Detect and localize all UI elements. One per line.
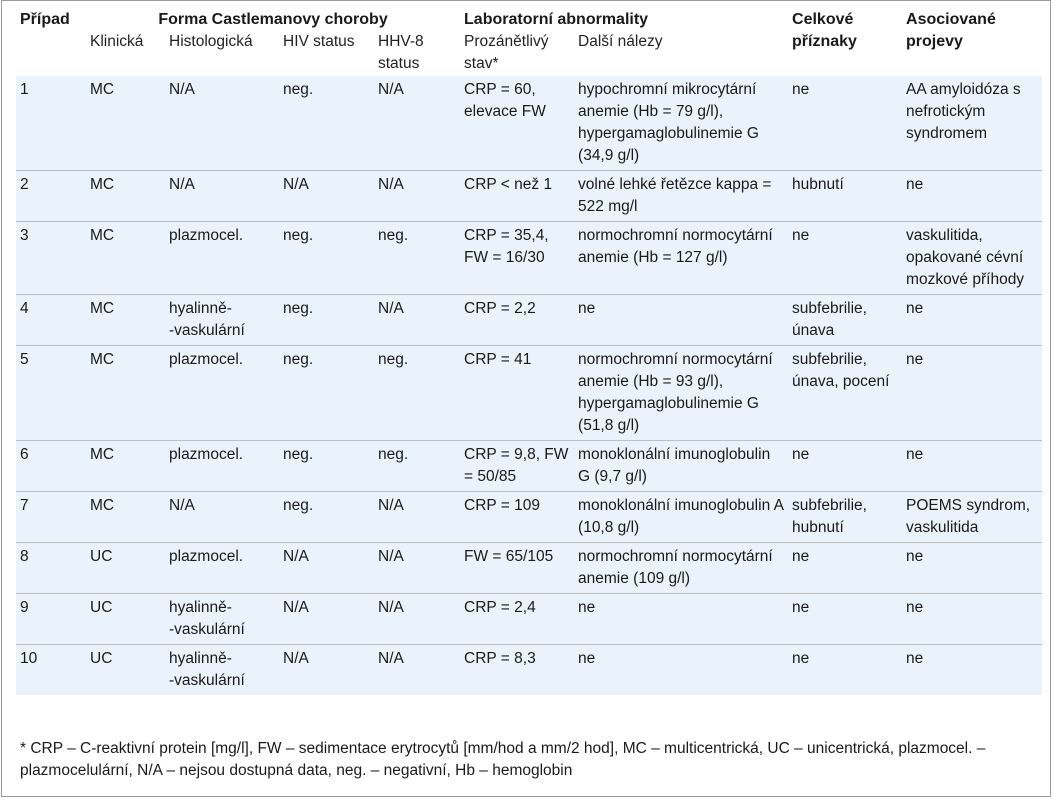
table-row <box>16 441 1042 492</box>
cell-case: 7 <box>16 492 86 543</box>
header-form-group: Forma Castlemanovy choroby <box>158 11 388 28</box>
cell-associated: POEMS syndrom, vaskulitida <box>902 492 1042 543</box>
cell-associated: AA amyloidóza s nefrotickým syndromem <box>902 76 1042 171</box>
table-row <box>16 594 1042 645</box>
cell-case: 4 <box>16 295 86 346</box>
table-row <box>16 492 1042 543</box>
cell-case: 10 <box>16 645 86 696</box>
cell-case: 6 <box>16 441 86 492</box>
cell-associated: vaskulitida, opakované cévní mozkové příhody <box>902 222 1042 295</box>
cell-histological: N/A <box>165 76 279 171</box>
cell-inflammatory: CRP = 35,4, FW = 16/30 <box>460 222 574 295</box>
cell-hhv8: N/A <box>374 543 460 594</box>
cell-inflammatory: CRP = 109 <box>460 492 574 543</box>
cell-associated: ne <box>902 543 1042 594</box>
cell-other-findings: volné lehké řetězce kappa = 522 mg/l <box>574 171 788 222</box>
cell-hhv8: N/A <box>374 492 460 543</box>
cell-hiv: N/A <box>279 171 374 222</box>
cell-clinical: MC <box>86 171 165 222</box>
header-histological: Histologická <box>169 33 253 50</box>
header-other: Další nálezy <box>578 33 663 50</box>
cell-symptoms: ne <box>788 222 902 295</box>
cell-clinical: UC <box>86 543 165 594</box>
cell-case: 2 <box>16 171 86 222</box>
header-inflammatory: Prozánětlivý stav* <box>464 33 549 72</box>
cell-histological: hyalinně- -vaskulární <box>165 645 279 696</box>
cell-symptoms: ne <box>788 543 902 594</box>
castleman-cases-table <box>16 9 1042 695</box>
cell-clinical: UC <box>86 594 165 645</box>
cell-histological: plazmocel. <box>165 441 279 492</box>
cell-symptoms: ne <box>788 441 902 492</box>
cell-histological: N/A <box>165 171 279 222</box>
table-row <box>16 295 1042 346</box>
cell-hhv8: N/A <box>374 645 460 696</box>
cell-inflammatory: CRP = 9,8, FW = 50/85 <box>460 441 574 492</box>
cell-inflammatory: CRP = 2,4 <box>460 594 574 645</box>
cell-hiv: neg. <box>279 76 374 171</box>
footnote: * CRP – C-reaktivní protein [mg/l], FW – sedimentace erytrocytů [mm/hod a mm/2 hod], MC – multicentrická, UC – unicentrická, plazmocel. – plazmocelulární, N/A – nejsou dostupná data, neg. – negativní, Hb – hemoglobin <box>20 740 986 779</box>
cell-other-findings: monoklonální imunoglobulin A (10,8 g/l) <box>574 492 788 543</box>
cell-other-findings: monoklonální imunoglobulin G (9,7 g/l) <box>574 441 788 492</box>
cell-symptoms: ne <box>788 76 902 171</box>
cell-symptoms: subfebrilie, únava <box>788 295 902 346</box>
header-blank <box>16 31 86 76</box>
table-row <box>16 543 1042 594</box>
cell-associated: ne <box>902 441 1042 492</box>
cell-symptoms: subfebrilie, hubnutí <box>788 492 902 543</box>
cell-hiv: N/A <box>279 543 374 594</box>
header-hiv: HIV status <box>283 33 355 50</box>
header-lab-group: Laboratorní abnormality <box>464 11 649 28</box>
cell-other-findings: ne <box>574 645 788 696</box>
cell-clinical: UC <box>86 645 165 696</box>
cell-hiv: neg. <box>279 441 374 492</box>
table-row <box>16 76 1042 171</box>
cell-clinical: MC <box>86 346 165 441</box>
cell-inflammatory: CRP < než 1 <box>460 171 574 222</box>
cell-case: 3 <box>16 222 86 295</box>
cell-case: 5 <box>16 346 86 441</box>
cell-case: 8 <box>16 543 86 594</box>
cell-other-findings: hypochromní mikrocytární anemie (Hb = 79 g/l), hypergamaglobulinemie G (34,9 g/l) <box>574 76 788 171</box>
cell-clinical: MC <box>86 295 165 346</box>
cell-inflammatory: CRP = 2,2 <box>460 295 574 346</box>
cell-inflammatory: CRP = 41 <box>460 346 574 441</box>
cell-inflammatory: CRP = 60, elevace FW <box>460 76 574 171</box>
table-body <box>16 76 1042 696</box>
cell-hhv8: N/A <box>374 295 460 346</box>
header-hhv8: HHV-8 status <box>378 33 424 72</box>
cell-histological: plazmocel. <box>165 346 279 441</box>
header-row-1 <box>16 9 1042 31</box>
cell-other-findings: normochromní normocytární anemie (Hb = 127 g/l) <box>574 222 788 295</box>
cell-hiv: neg. <box>279 346 374 441</box>
cell-clinical: MC <box>86 222 165 295</box>
cell-hhv8: N/A <box>374 171 460 222</box>
cell-case: 9 <box>16 594 86 645</box>
table-row <box>16 171 1042 222</box>
cell-histological: hyalinně- -vaskulární <box>165 594 279 645</box>
cell-other-findings: normochromní normocytární anemie (109 g/l) <box>574 543 788 594</box>
cell-hhv8: neg. <box>374 346 460 441</box>
cell-clinical: MC <box>86 76 165 171</box>
cell-symptoms: ne <box>788 594 902 645</box>
cell-hiv: N/A <box>279 645 374 696</box>
table-row <box>16 645 1042 696</box>
cell-other-findings: normochromní normocytární anemie (Hb = 93 g/l), hypergamaglobulinemie G (51,8 g/l) <box>574 346 788 441</box>
cell-hiv: neg. <box>279 295 374 346</box>
cell-histological: plazmocel. <box>165 222 279 295</box>
cell-symptoms: ne <box>788 645 902 696</box>
cell-histological: plazmocel. <box>165 543 279 594</box>
cell-associated: ne <box>902 295 1042 346</box>
cell-symptoms: hubnutí <box>788 171 902 222</box>
cell-clinical: MC <box>86 492 165 543</box>
header-case: Případ <box>20 11 70 28</box>
cell-associated: ne <box>902 171 1042 222</box>
cell-associated: ne <box>902 645 1042 696</box>
cell-associated: ne <box>902 594 1042 645</box>
cell-inflammatory: FW = 65/105 <box>460 543 574 594</box>
cell-clinical: MC <box>86 441 165 492</box>
table-row <box>16 222 1042 295</box>
cell-hiv: neg. <box>279 492 374 543</box>
header-symptoms: Celkové příznaky <box>792 11 857 50</box>
cell-case: 1 <box>16 76 86 171</box>
header-clinical: Klinická <box>90 33 144 50</box>
cell-hhv8: N/A <box>374 76 460 171</box>
cell-histological: hyalinně- -vaskulární <box>165 295 279 346</box>
table-frame <box>1 0 1051 797</box>
cell-hiv: N/A <box>279 594 374 645</box>
header-associated: Asociované projevy <box>906 11 996 50</box>
cell-associated: ne <box>902 346 1042 441</box>
table-row <box>16 346 1042 441</box>
cell-hhv8: neg. <box>374 222 460 295</box>
cell-hhv8: N/A <box>374 594 460 645</box>
cell-inflammatory: CRP = 8,3 <box>460 645 574 696</box>
cell-symptoms: subfebrilie, únava, pocení <box>788 346 902 441</box>
cell-hhv8: neg. <box>374 441 460 492</box>
cell-other-findings: ne <box>574 594 788 645</box>
cell-other-findings: ne <box>574 295 788 346</box>
cell-hiv: neg. <box>279 222 374 295</box>
cell-histological: N/A <box>165 492 279 543</box>
